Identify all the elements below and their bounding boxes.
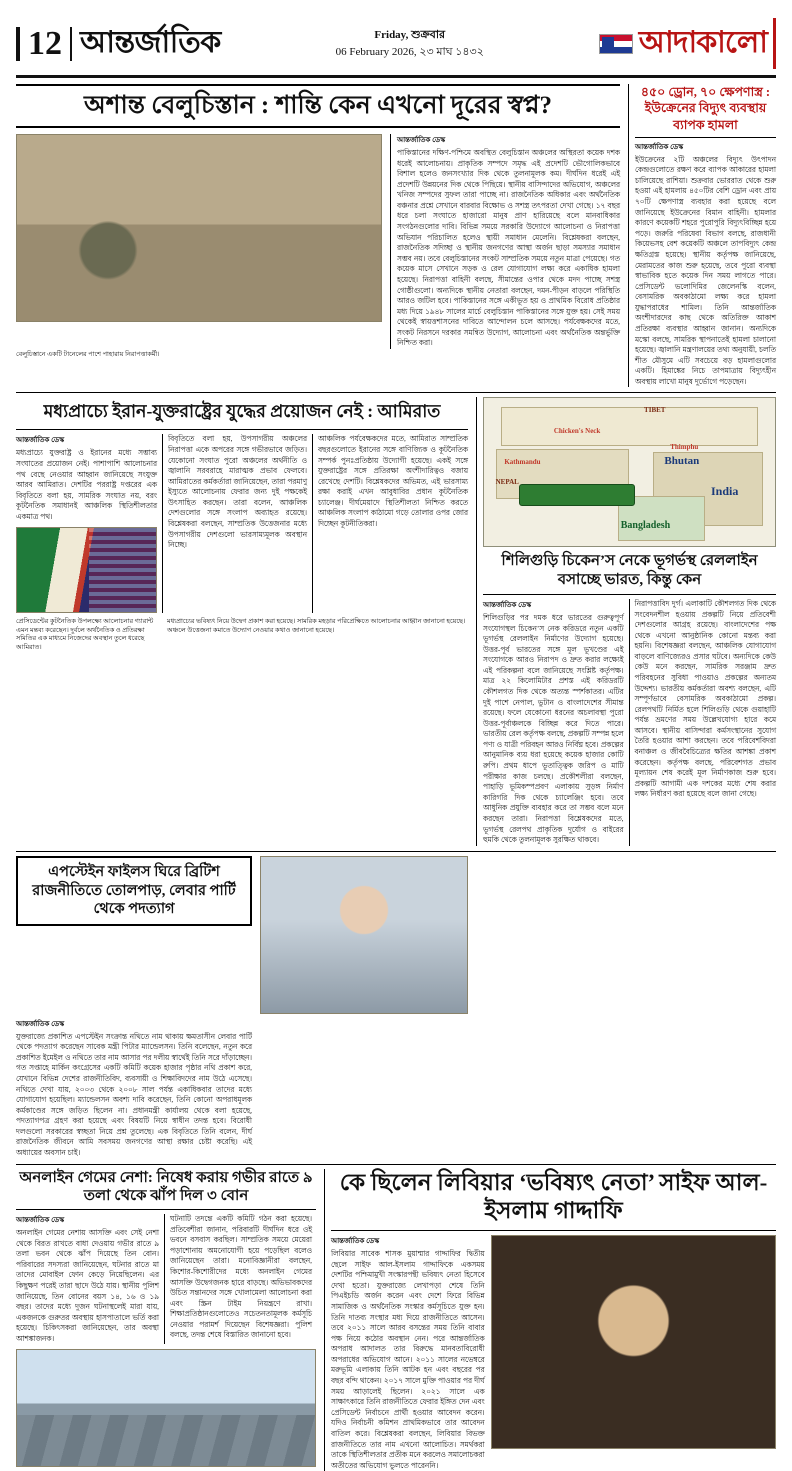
game-columns: [16, 1214, 316, 1344]
map-label-chickens-neck: Chicken's Neck: [553, 426, 601, 435]
gaddafi-portrait: [491, 1235, 776, 1449]
bangladesh-flag-icon: [599, 34, 633, 54]
map-label-nepal: NEPAL: [495, 478, 519, 487]
siliguri-col-1: [483, 599, 629, 846]
game-text-2: ঘটনাটি তদন্তে একটি কমিটি গঠন করা হয়েছে। প্রতিবেশীরা জানান, পরিবারটি দীর্ঘদিন ধরে ওই ভবনে বসবাস করছিল। সাম্প্রতিক সময়ে মেয়েরা পড়াশোনায় অমনোযোগী হয়ে পড়েছিল বলেও জানিয়েছেন তারা। মনোবিজ্ঞানীরা বলছেন, কিশোর-কিশোরীদের মধ্যে অনলাইন গেমের আসক্তি উদ্বেগজনক হারে বাড়ছে। অভিভাবকদের উচিত সন্তানদের সঙ্গে খোলামেলা আলোচনা করা এবং স্ক্রিন টাইম নিয়ন্ত্রণে রাখা। শিক্ষাপ্রতিষ্ঠানগুলোতেও সচেতনতামূলক কর্মসূচি নেওয়ার পরামর্শ দিয়েছেন বিশেষজ্ঞরা। পুলিশ বলছে, তদন্ত শেষে বিস্তারিত জানানো হবে।: [170, 1214, 312, 1340]
iran-usa-flags-art: [16, 527, 157, 613]
masthead-date: [336, 27, 484, 60]
section-name: আন্তর্জাতিক: [80, 26, 221, 59]
rail-byline: আন্তর্জাতিক ডেস্ক: [635, 142, 684, 151]
map-label-bhutan: Bhutan: [664, 454, 700, 467]
epstein-top: [16, 856, 468, 1014]
iran-col-2: [162, 434, 312, 613]
epstein-photo-block: [260, 856, 468, 1014]
rail-headline: ৪৫০ ড্রোন, ৭০ ক্ষেপণাস্ত্র : ইউক্রেনের বিদ্যুৎ ব্যবস্থায় ব্যাপক হামলা: [635, 84, 776, 138]
masthead-right: [599, 18, 776, 69]
gaddafi-body: [331, 1235, 776, 1471]
game-text-1: অনলাইন গেমের নেশায় আসক্তি এবং সেই নেশা থেকে বিরত রাখতে বাধা দেওয়ায় গভীর রাতে ৯ তলা ভবন থেকে ঝাঁপ দিয়েছে তিন বোন। পরিবারের সদস্যরা জানিয়েছেন, ঘটনার রাতে মা তাদের মোবাইল ফোন কেড়ে নিয়েছিলেন। এর কিছুক্ষণ পরেই তারা ছাদে উঠে যায়। স্থানীয় পুলিশ জানিয়েছে, তিন বোনের বয়স ১৪, ১৬ ও ১৯ বছর। তাদের মধ্যে দুজন ঘটনাস্থলেই মারা যায়, একজনকে গুরুতর অবস্থায় হাসপাতালে ভর্তি করা হয়েছে। চিকিৎসকরা জানিয়েছেন, তার অবস্থা আশঙ্কাজনক।: [16, 1228, 159, 1343]
lead-text: পাকিস্তানের দক্ষিণ-পশ্চিমে অবস্থিত বেলুচিস্তান অঞ্চলের অস্থিরতা কয়েক দশক ধরেই আলোচনায়। প্রাকৃতিক সম্পদে সমৃদ্ধ এই প্রদেশটি ভৌগোলিকভাবে বিশাল হলেও জনসংখ্যার দিক থেকে তুলনামূলক কম। দীর্ঘদিন ধরেই এই প্রদেশটি উন্নয়নের দিক থেকে পিছিয়ে। স্থানীয় বাসিন্দাদের অভিযোগ, অঞ্চলের খনিজ সম্পদের সুফল তারা পাচ্ছে না। রাজনৈতিক অধিকার এবং অর্থনৈতিক বঞ্চনার প্রশ্নে সেখানে বারবার বিক্ষোভ ও সশস্ত্র তৎপরতা দেখা গেছে। ১৭ বছর ধরে চলা সংঘাতে হাজারো মানুষ প্রাণ হারিয়েছে বলে মানবাধিকার সংগঠনগুলোর দাবি। বিভিন্ন সময়ে সরকারি উদ্যোগে আলোচনা ও নিরাপত্তা অভিযান পরিচালিত হলেও স্থায়ী সমাধান মেলেনি। বিশ্লেষকরা বলছেন, রাজনৈতিক সদিচ্ছা ও স্থানীয় জনগণের আস্থা অর্জন ছাড়া সমস্যার সমাধান সম্ভব নয়। তবে বেলুচিস্তানের সংকট সাম্প্রতিক সময়ে নতুন মাত্রা পেয়েছে। গত কয়েক মাসে সেখানে সড়ক ও রেল যোগাযোগ লক্ষ্য করে একাধিক হামলা হয়েছে। নিরাপত্তা বাহিনী বলছে, সীমান্তের ওপার থেকে মদদ পাচ্ছে সশস্ত্র গোষ্ঠীগুলো। অন্যদিকে স্থানীয় নেতারা বলছেন, দমন-পীড়ন বাড়লে পরিস্থিতি আরও জটিল হবে। পাকিস্তানের সঙ্গে একীভূত হয় ও প্রাথমিক বিরোধ প্রতিষ্ঠার মধ্য দিয়ে ১৯৪৮ সালের মার্চে বেলুচিস্তান পাকিস্তানের সঙ্গে যুক্ত হয়। সেই সময় থেকেই স্বায়ত্তশাসনের দাবিতে আন্দোলন চলে আসছে। পর্যবেক্ষকদের মতে, সংকট নিরসনে দরকার সমন্বিত উদ্যোগ, আলোচনা এবং অর্থনৈতিক অন্তর্ভুক্তি নিশ্চিত করা।: [397, 148, 620, 348]
masthead: [16, 18, 776, 78]
masthead-date-line: 06 February 2026, ২৩ মাঘ ১৪৩২: [335, 45, 484, 58]
map-label-thimphu: Thimphu: [670, 442, 699, 451]
iran-headline: মধ্যপ্রাচ্যে ইরান-যুক্তরাষ্ট্রের যুদ্ধের প্রয়োজন নেই : আমিরাত: [43, 401, 441, 422]
rail-ukraine-story: [628, 84, 776, 387]
siliguri-story-top: [476, 397, 776, 845]
paper-title: আদাকালো: [639, 18, 776, 69]
iran-caption-2: মধ্যপ্রাচ্যের ভবিষ্যৎ নিয়ে উদ্বেগ প্রকাশ করা হয়েছে। সামরিক মহড়ার পরিপ্রেক্ষিতে আলোচনার আহ্বান জানানো হয়েছে। অঞ্চলে উত্তেজনা কমাতে উদ্যোগ নেওয়ার কথাও জানানো হয়েছে।: [167, 618, 466, 634]
lead-body-row: [16, 134, 620, 349]
siliguri-headline: শিলিগুড়ি চিকেন’স নেকে ভূগর্ভস্থ রেললাইন বসাচ্ছে ভারত, কিন্তু কেন: [501, 553, 758, 589]
game-byline: আন্তর্জাতিক ডেস্ক: [16, 1216, 65, 1225]
epstein-head-block: [16, 856, 252, 1014]
map-region-tibet: [501, 407, 757, 445]
iran-col-1: [16, 434, 162, 613]
epstein-portrait: [260, 856, 468, 1014]
game-headline: অনলাইন গেমের নেশা: নিষেধ করায় গভীর রাতে ৯ তলা থেকে ঝাঁপ দিল ৩ বোন: [19, 1169, 313, 1205]
lead-photo-block: [16, 134, 382, 349]
masthead-day: Friday, শুক্রবার: [374, 29, 446, 41]
siliguri-map: [483, 397, 776, 547]
map-label-bangladesh: Bangladesh: [620, 519, 671, 531]
iran-byline: আন্তর্জাতিক ডেস্ক: [16, 436, 65, 445]
iran-text-1: মধ্যপ্রাচ্যে যুক্তরাষ্ট্র ও ইরানের মধ্যে সম্ভাব্য সংঘাতের প্রয়োজন নেই। পাশাপাশি আলোচনার পথ বেছে নেওয়ার আহ্বান জানিয়েছে সংযুক্ত আরব আমিরাত। দেশটির পররাষ্ট্র দপ্তরের এক বিবৃতিতে বলা হয়, সামরিক সংঘাত নয়, বরং কূটনৈতিক সমাধানই আঞ্চলিক স্থিতিশীলতার একমাত্র পথ।: [16, 448, 157, 521]
game-story: [16, 1169, 316, 1471]
lead-photo: [16, 134, 382, 322]
siliguri-text-2: নিরাপত্তাবিদ দুর্গ। এলাকাটি কৌশলগত দিক থেকে সংবেদনশীল হওয়ায় প্রকল্পটি নিয়ে প্রতিবেশী দেশগুলোর আগ্রহ রয়েছে। বাংলাদেশের পক্ষ থেকে এখনো আনুষ্ঠানিক কোনো মন্তব্য করা হয়নি। বিশেষজ্ঞরা বলছেন, আঞ্চলিক যোগাযোগ বাড়লে বাণিজ্যেরও প্রসার ঘটবে। অন্যদিকে কেউ কেউ মনে করছেন, সামরিক সরঞ্জাম দ্রুত পরিবহনের সুবিধা পাওয়াও প্রকল্পের অন্যতম উদ্দেশ্য। ভারতীয় কর্মকর্তারা অবশ্য বলছেন, এটি সম্পূর্ণভাবে বেসামরিক অবকাঠামো প্রকল্প। রেলপথটি নির্মিত হলে শিলিগুড়ি থেকে গুয়াহাটি পর্যন্ত ভ্রমণের সময় উল্লেখযোগ্য হারে কমে আসবে। স্থানীয় বাসিন্দারা কর্মসংস্থানের সুযোগ তৈরি হওয়ার আশা করছেন। তবে পরিবেশবিদরা বনাঞ্চল ও জীববৈচিত্র্যের ক্ষতির আশঙ্কা প্রকাশ করেছেন। কর্তৃপক্ষ বলছে, পরিবেশগত প্রভাব মূল্যায়ন শেষ করেই মূল নির্মাণকাজ শুরু হবে। প্রকল্পটি আগামী এক দশকের মধ্যে শেষ করার লক্ষ্য নির্ধারণ করা হয়েছে বলে জানা গেছে।: [634, 598, 776, 799]
iran-columns: [16, 434, 468, 613]
iran-caption-1: প্রেসিডেন্টের কুটনৈতিক উপলক্ষ্যে আলোচনার গ্যারান্ট এমন মন্তব্য করেছেন। দুর্বলে অর্থনৈতিক ও প্রতিরক্ষা সমিতির এক মাধ্যমে নিজেদের অবস্থান তুলে ধরেছে আমিরাত।: [16, 618, 154, 651]
siliguri-byline: আন্তর্জাতিক ডেস্ক: [483, 600, 532, 609]
row-epstein: [16, 856, 776, 1159]
siliguri-col-2: [629, 599, 777, 846]
gaddafi-text: লিবিয়ার সাবেক শাসক মুয়াম্মার গাদ্দাফির দ্বিতীয় ছেলে সাইফ আল-ইসলাম গাদ্দাফিকে একসময় দেশটির পশ্চিমামুখী সংস্কারপন্থী ভবিষ্যৎ নেতা হিসেবে দেখা হতো। যুক্তরাজ্যে লেখাপড়া শেষে তিনি পিএইচডি অর্জন করেন এবং দেশে ফিরে বিভিন্ন সামাজিক ও অর্থনৈতিক সংস্কার কর্মসূচিতে যুক্ত হন। তিনি দাতব্য সংস্থার মধ্য দিয়ে রাজনীতিতে আসেন। তবে ২০১১ সালে আরব বসন্তের সময় তিনি বাবার পক্ষ নিয়ে কঠোর অবস্থান নেন। পরে আন্তর্জাতিক অপরাধ আদালত তার বিরুদ্ধে মানবতাবিরোধী অপরাধের অভিযোগ আনে। ২০১১ সালের নভেম্বরে মরুভূমি এলাকায় তিনি আটক হন এবং বছরের পর বছর বন্দি থাকেন। ২০১৭ সালে মুক্তি পাওয়ার পর দীর্ঘ সময় আড়ালেই ছিলেন। ২০২১ সালে এক সাক্ষাৎকারে তিনি রাজনীতিতে ফেরার ইঙ্গিত দেন এবং প্রেসিডেন্ট নির্বাচনে প্রার্থী হওয়ার আবেদন করেন। যদিও নির্বাচনী কমিশন প্রাথমিকভাবে তার আবেদন বাতিল করে। বিশ্লেষকরা বলছেন, লিবিয়ার বিভক্ত রাজনীতিতে তার নাম এখনো আলোচিত। সমর্থকরা তাকে স্থিতিশীলতার প্রতীক মনে করলেও সমালোচকরা অতীতের অভিযোগ ভুলতে পারেননি।: [331, 1249, 485, 1470]
epstein-headline: এপস্টেইন ফাইলস ঘিরে ব্রিটিশ রাজনীতিতে তোলপাড়, লেবার পার্টি থেকে পদত্যাগ: [16, 856, 252, 927]
train-illustration: [519, 484, 635, 506]
map-label-kathmandu: Kathmandu: [504, 457, 541, 466]
iran-col-3: [312, 434, 468, 613]
game-col-2: [164, 1214, 312, 1344]
epstein-byline: আন্তর্জাতিক ডেস্ক: [16, 1019, 65, 1028]
gaddafi-photo-block: [491, 1235, 776, 1471]
row-iran-siliguri: [16, 397, 776, 845]
epstein-text: যুক্তরাজ্যে প্রকাশিত এপস্টেইন সংক্রান্ত নথিতে নাম থাকায় ক্ষমতাসীন লেবার পার্টি থেকে পদত্যাগ করেছেন সাবেক মন্ত্রী পিটার ম্যান্ডেলসন। তিনি বলেছেন, নতুন করে প্রকাশিত ইমেইল ও নথিতে তার নাম আসার পর দলীয় স্বার্থেই তিনি সরে দাঁড়াচ্ছেন। গত সপ্তাহে মার্কিন কংগ্রেসের একটি কমিটি কয়েক হাজার পৃষ্ঠার নথি প্রকাশ করে, যেখানে বিভিন্ন দেশের রাজনীতিবিদ, ব্যবসায়ী ও শিক্ষাবিদদের নাম উঠে এসেছে। নথিতে দেখা যায়, ২০০৩ থেকে ২০০৮ সাল পর্যন্ত একাধিকবার তাদের মধ্যে যোগাযোগ হয়েছিল। ম্যান্ডেলসন অবশ্য দাবি করেছেন, তিনি কোনো অপরাধমূলক কর্মকাণ্ডের সঙ্গে জড়িত ছিলেন না। প্রধানমন্ত্রী কার্যালয় থেকে বলা হয়েছে, পদত্যাগপত্র গ্রহণ করা হয়েছে এবং বিষয়টি নিয়ে স্বাধীন তদন্ত হবে। বিরোধী দলগুলো সরকারের স্বচ্ছতা নিয়ে প্রশ্ন তুলেছে। এক বিবৃতিতে তিনি বলেন, দীর্ঘ রাজনৈতিক জীবনে আমি সবসময় জনগণের আস্থা রক্ষার চেষ্টা করেছি। এই অধ্যায়ের অবসান চাই।: [16, 1031, 252, 1158]
iran-text-2: বিবৃতিতে বলা হয়, উপসাগরীয় অঞ্চলের নিরাপত্তা একে অপরের সঙ্গে গভীরভাবে জড়িত। যেকোনো সংঘাত পুরো অঞ্চলের অর্থনীতি ও জ্বালানি সরবরাহে মারাত্মক প্রভাব ফেলবে। আমিরাতের কর্মকর্তারা জানিয়েছেন, তারা পরমাণু ইস্যুতে আলোচনায় ফেরার জন্য দুই পক্ষকেই উৎসাহিত করছেন। তারা বলেন, আঞ্চলিক দেশগুলোর সঙ্গে সংলাপ অব্যাহত রয়েছে। বিশ্লেষকরা বলছেন, সাম্প্রতিক উত্তেজনার মধ্যে উপসাগরীয় দেশগুলো ভারসাম্যমূলক অবস্থান নিচ্ছে।: [168, 434, 307, 550]
lead-story: [16, 84, 620, 387]
siliguri-text-1: শিলিগুড়ির পর দমক ধরে ভারতের গুরুত্বপূর্ণ সংযোগস্থল চিকেন’স নেক করিডরে নতুন একটি ভূগর্ভস্থ রেললাইন নির্মাণের উদ্যোগ হয়েছে। উত্তর-পূর্ব ভারতের সঙ্গে মূল ভূখণ্ডের এই সংযোগকে আরও নিরাপদ ও দ্রুত করার লক্ষ্যেই এই পরিকল্পনা বলে জানিয়েছে সংশ্লিষ্ট কর্তৃপক্ষ। মাত্র ২২ কিলোমিটার প্রশস্ত এই করিডরটি কৌশলগত দিক থেকে অত্যন্ত স্পর্শকাতর। এটির দুই পাশে নেপাল, ভুটান ও বাংলাদেশের সীমান্ত রয়েছে। ফলে যেকোনো ধরনের অচলাবস্থা পুরো উত্তর-পূর্বাঞ্চলকে বিচ্ছিন্ন করে দিতে পারে। ভারতীয় রেল কর্তৃপক্ষ বলছে, প্রকল্পটি সম্পন্ন হলে পণ্য ও যাত্রী পরিবহন আরও নির্বিঘ্ন হবে। প্রকল্পের আনুমানিক ব্যয় ধরা হয়েছে কয়েক হাজার কোটি রুপি। প্রথম ধাপে ভূতাত্ত্বিক জরিপ ও মাটি পরীক্ষার কাজ চলছে। প্রকৌশলীরা বলছেন, পাহাড়ি ভূমিকম্পপ্রবণ এলাকায় সুড়ঙ্গ নির্মাণ কারিগরি দিক থেকে চ্যালেঞ্জিং হবে। তবে আধুনিক প্রযুক্তি ব্যবহার করে তা সম্ভব বলে মনে করছেন তারা। নিরাপত্তা বিশ্লেষকদের মতে, ভূগর্ভস্থ রেলপথ প্রাকৃতিক দুর্যোগ ও বাইরের হুমকি থেকে তুলনামূলক সুরক্ষিত থাকবে।: [483, 612, 624, 845]
iran-text-3: আঞ্চলিক পর্যবেক্ষকদের মতে, আমিরাত সাম্প্রতিক বছরগুলোতে ইরানের সঙ্গে বাণিজ্যিক ও কূটনৈতিক সম্পর্ক পুনঃপ্রতিষ্ঠায় উদ্যোগী হয়েছে। একই সঙ্গে যুক্তরাষ্ট্রের সঙ্গে প্রতিরক্ষা অংশীদারিত্বও বজায় রেখেছে দেশটি। বিশ্লেষকদের অভিমত, এই ভারসাম্য রক্ষা করাই এখন আবুধাবির প্রধান কূটনৈতিক চ্যালেঞ্জ। দীর্ঘমেয়াদে স্থিতিশীলতা নিশ্চিত করতে আঞ্চলিক সংলাপ কাঠামো গড়ে তোলার ওপর জোর দিচ্ছেন কূটনীতিকরা।: [318, 434, 468, 528]
gaddafi-text-col: [331, 1235, 491, 1471]
map-label-tibet: TIBET: [644, 405, 666, 414]
gaddafi-byline: আন্তর্জাতিক ডেস্ক: [331, 1237, 380, 1246]
gaddafi-story: [324, 1169, 776, 1471]
game-col-1: [16, 1214, 164, 1344]
lead-text-col: [390, 134, 620, 349]
lead-headline: অশান্ত বেলুচিস্তান : শান্তি কেন এখনো দূরের স্বপ্ন?: [16, 84, 620, 128]
gaddafi-headline: কে ছিলেন লিবিয়ার ‘ভবিষ্যৎ নেতা’ সাইফ আল-ইসলাম গাদ্দাফি: [339, 1169, 768, 1224]
page-number: 12: [16, 27, 72, 61]
lead-photo-caption: বেলুচিস্তানে একটি টানেলের পাশে পাহারায় নিরাপত্তাকর্মী।: [16, 350, 160, 358]
iran-story: [16, 397, 468, 845]
siliguri-columns: [483, 599, 776, 846]
game-photo: [16, 1349, 316, 1467]
row-lead: [16, 84, 776, 387]
lead-byline: আন্তর্জাতিক ডেস্ক: [397, 136, 446, 144]
map-label-india: India: [710, 484, 739, 499]
row-game-gaddafi: [16, 1169, 776, 1471]
rail-text: ইউক্রেনের ২টি অঞ্চলের বিদ্যুৎ উৎপাদন কেন্দ্রগুলোতে রক্ষণ করে ব্যাপক আকারের হামলা চালিয়েছে রাশিয়া। শুক্রবার ভোররাত থেকে শুরু হওয়া এই হামলায় ৪৫০টির বেশি ড্রোন এবং প্রায় ৭০টি ক্ষেপণাস্ত্র ব্যবহার করা হয়েছে বলে জানিয়েছে ইউক্রেনের বিমান বাহিনী। হামলার কারণে কয়েকটি শহরে পুরোপুরি বিদ্যুৎবিচ্ছিন্ন হয়ে পড়ে। জরুরি পরিষেবা বিভাগ বলছে, রাজধানী কিয়েভসহ বেশ কয়েকটি অঞ্চলে তাপবিদ্যুৎ কেন্দ্র ক্ষতিগ্রস্ত হয়েছে। স্থানীয় কর্তৃপক্ষ জানিয়েছে, মেরামতের কাজ শুরু হয়েছে, তবে পুরো ব্যবস্থা স্বাভাবিক হতে কয়েক দিন সময় লাগতে পারে। প্রেসিডেন্ট ভলোদিমির জেলেনস্কি বলেন, বেসামরিক অবকাঠামো লক্ষ্য করে হামলা যুদ্ধাপরাধের শামিল। তিনি আন্তর্জাতিক অংশীদারদের কাছ থেকে অতিরিক্ত আকাশ প্রতিরক্ষা ব্যবস্থার আহ্বান জানান। অন্যদিকে মস্কো বলছে, সামরিক স্থাপনাতেই হামলা চালানো হয়েছে। জ্বালানি মন্ত্রণালয়ের তথ্য অনুযায়ী, চলতি শীত মৌসুমে এটি সবচেয়ে বড় হামলাগুলোর একটি। হিমাঙ্কের নিচে তাপমাত্রায় বিদ্যুৎহীন অবস্থায় লাখো মানুষ দুর্ভোগে পড়েছেন।: [635, 154, 776, 386]
masthead-left: [16, 18, 221, 69]
epstein-story: [16, 856, 468, 1159]
